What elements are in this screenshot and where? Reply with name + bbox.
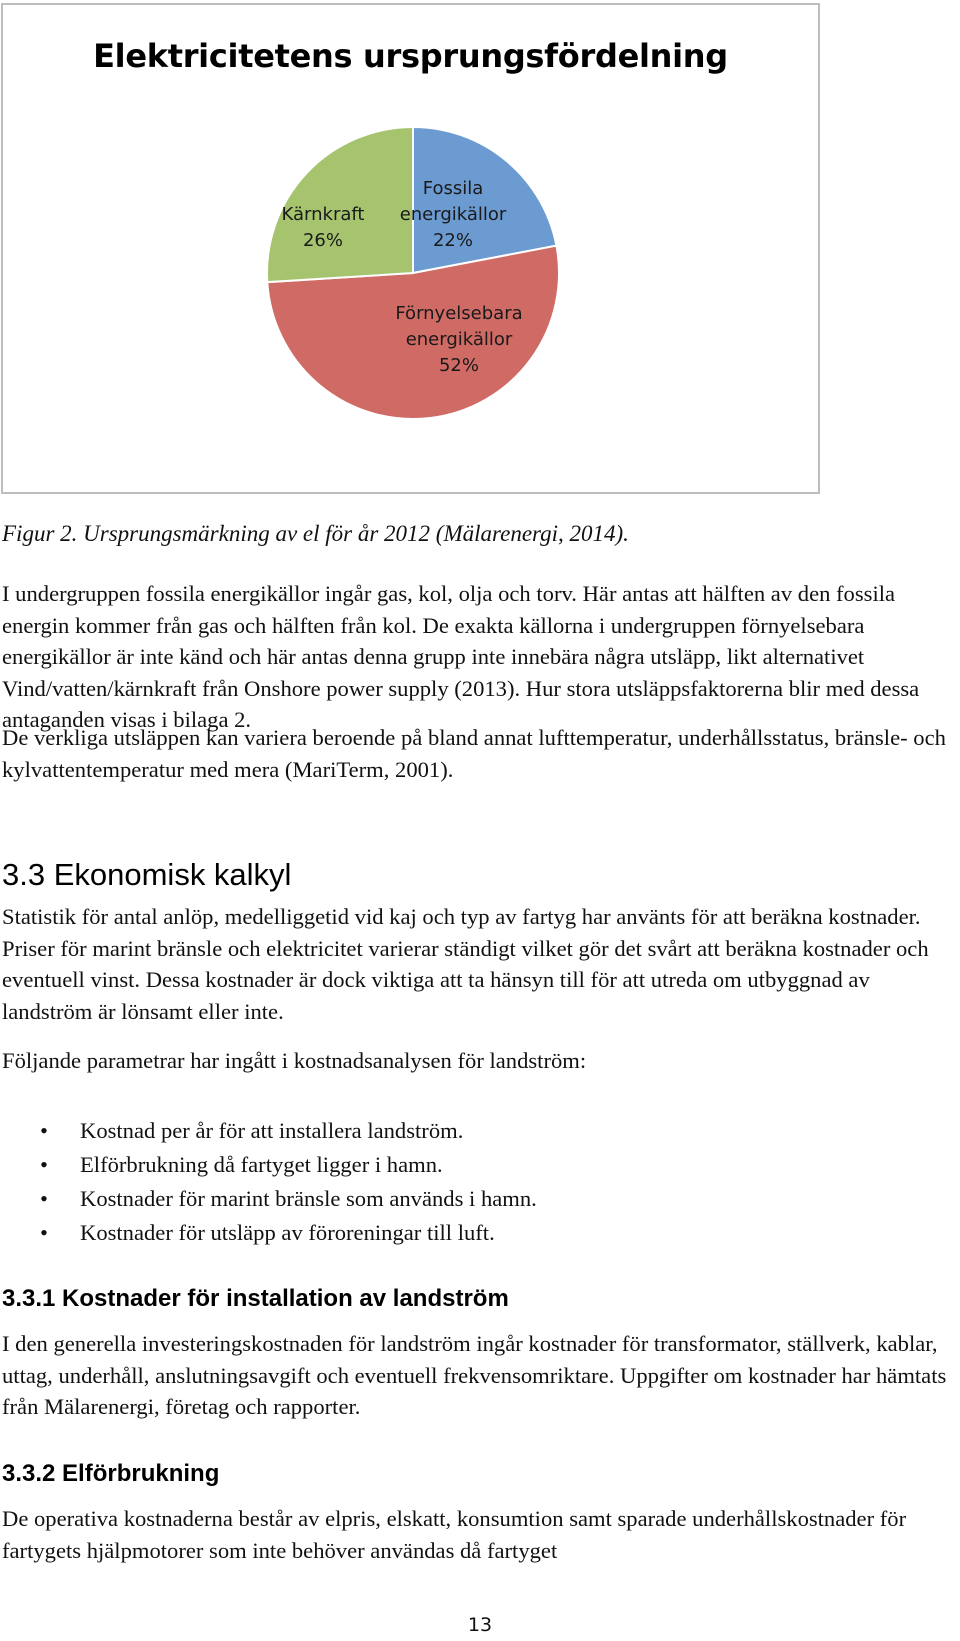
figure-caption: Figur 2. Ursprungsmärkning av el för år 2012 (Mälarenergi, 2014). — [2, 521, 629, 546]
subsection-heading: 3.3.2 Elförbrukning — [2, 1460, 220, 1487]
bullet-list — [0, 1114, 537, 1250]
chart-title: Elektricitetens ursprungsfördelning — [93, 37, 728, 75]
pie-chart-canvas — [3, 5, 818, 492]
bullet-icon: • — [40, 1152, 48, 1177]
bullet-icon: • — [40, 1186, 48, 1211]
bullet-icon: • — [40, 1118, 48, 1143]
slice-label-line: 22% — [432, 230, 474, 251]
paragraph: De operativa kostnaderna består av elpris, elskatt, konsumtion samt sparade underhållskostnader för fartygets hjälpmotorer som inte behöver användas då fartyget — [2, 1506, 907, 1563]
slice-label-line: Förnyelsebara — [395, 303, 523, 324]
slice-label-line: energikällor — [405, 329, 513, 350]
list-item: • Kostnad per år för att installera landström. — [0, 1114, 537, 1148]
slice-label-line: 26% — [302, 230, 344, 251]
slice-label-line: Fossila — [422, 178, 484, 199]
list-item: • Kostnader för marint bränsle som används i hamn. — [0, 1182, 537, 1216]
bullet-icon: • — [40, 1220, 48, 1245]
paragraph: De verkliga utsläppen kan variera beroende på bland annat lufttemperatur, underhållsstatus, bränsle- och kylvattentemperatur med mera (MariTerm, 2001). — [2, 725, 946, 782]
page-number: 13 — [467, 1614, 493, 1636]
subsection-heading: 3.3.1 Kostnader för installation av landström — [2, 1285, 509, 1312]
list-item: • Elförbrukning då fartyget ligger i hamn. — [0, 1148, 537, 1182]
slice-label-line: Kärnkraft — [281, 204, 365, 225]
list-item: • Kostnader för utsläpp av föroreningar till luft. — [0, 1216, 537, 1250]
paragraph: Följande parametrar har ingått i kostnadsanalysen för landström: — [2, 1048, 587, 1073]
slice-label-line: 52% — [438, 355, 480, 376]
pie-chart — [1, 3, 820, 494]
section-heading: 3.3 Ekonomisk kalkyl — [2, 857, 292, 892]
paragraph: I undergruppen fossila energikällor ingår gas, kol, olja och torv. Här antas att hälften av den fossila energin kommer från gas och hälften från kol. De exakta källorna i undergruppen förnyelsebara energikällor är inte känd och här antas denna grupp inte innebära några utsläpp, likt alternativet Vind/vatten/kärnkraft från Onshore power supply (2013). Hur stora utsläppsfaktorerna blir med dessa antaganden visas i bilaga 2. — [2, 581, 920, 732]
paragraph: I den generella investeringskostnaden för landström ingår kostnader för transformator, ställverk, kablar, uttag, underhåll, anslutningsavgift och eventuell frekvensomriktare. Uppgifter om kostnader har hämtats från Mälarenergi, företag och rapporter. — [2, 1331, 947, 1419]
paragraph: Statistik för antal anlöp, medelliggetid vid kaj och typ av fartyg har använts för att beräkna kostnader. Priser för marint bränsle och elektricitet varierar ständigt vilket gör det svårt att beräkna kostnader och eventuell vinst. Dessa kostnader är dock viktiga att ta hänsyn till för att utreda om utbyggnad av landström är lönsamt eller inte. — [2, 904, 929, 1024]
slice-label-line: energikällor — [399, 204, 507, 225]
